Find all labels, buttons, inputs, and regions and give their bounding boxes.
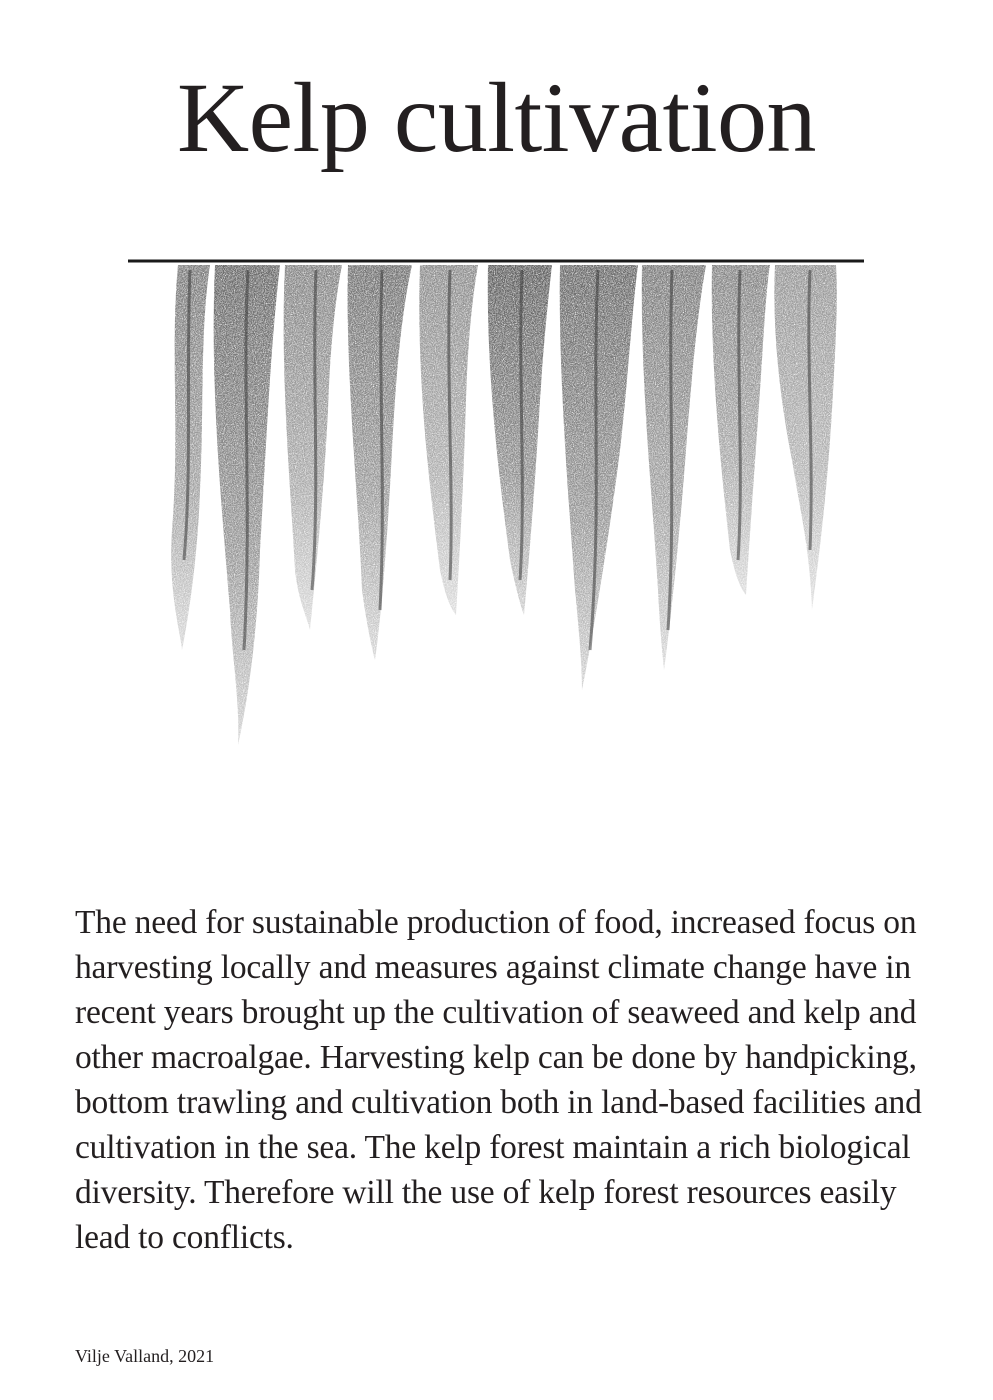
kelp-blade bbox=[774, 265, 836, 610]
kelp-strand bbox=[738, 270, 740, 560]
page-title: Kelp cultivation bbox=[176, 62, 817, 173]
kelp-blades bbox=[171, 265, 837, 745]
body-paragraph: The need for sustainable production of food, increased focus on harvesting locally and measures against climate change have in recent years brought up the cultivation of seaweed and kelp and other macroalgae. Harvesting kelp can be done by handpicking, bottom trawling and cultivation both in land-based facilities and cultivation in the sea. The kelp forest maintain a rich biological diversity. Therefore will the use of kelp forest resources easily lead to conflicts. bbox=[75, 904, 922, 1256]
kelp-blade bbox=[560, 265, 638, 690]
kelp-strand bbox=[380, 270, 382, 610]
kelp-blade bbox=[171, 265, 210, 650]
author-credit: Vilje Valland, 2021 bbox=[75, 1346, 215, 1366]
kelp-illustration bbox=[120, 230, 880, 760]
kelp-blade bbox=[642, 265, 706, 670]
